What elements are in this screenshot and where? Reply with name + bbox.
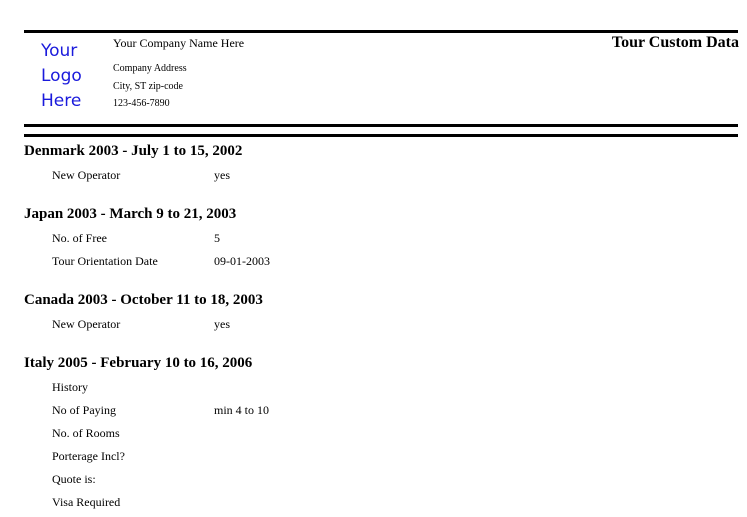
logo-line: Your [41,41,78,61]
header-top-rule [24,30,738,33]
field-value: yes [214,168,230,182]
field-label: Tour Orientation Date [52,254,158,268]
field-label: Quote is: [52,472,96,486]
field-label: New Operator [52,168,121,182]
field-label: No of Paying [52,403,116,417]
logo-line: Logo [41,66,82,86]
field-value: 09-01-2003 [214,254,270,268]
field-label: New Operator [52,317,121,331]
company-address: Company Address [113,63,187,74]
tour-heading: Italy 2005 - February 10 to 16, 2006 [24,355,253,371]
tour-heading: Japan 2003 - March 9 to 21, 2003 [24,206,237,222]
header-bottom-rule [24,124,738,127]
field-value: min 4 to 10 [214,403,270,417]
field-value: yes [214,317,230,331]
company-logo [41,39,101,114]
report-title: Tour Custom Data [611,34,739,51]
field-value: 5 [214,231,220,245]
tour-heading: Denmark 2003 - July 1 to 15, 2002 [24,143,243,159]
tour-heading: Canada 2003 - October 11 to 18, 2003 [24,292,263,308]
field-label: Porterage Incl? [52,449,125,463]
field-label: No. of Rooms [52,426,120,440]
company-city: City, ST zip-code [113,81,183,92]
company-name: Your Company Name Here [113,36,245,50]
field-label: No. of Free [52,231,107,245]
body-top-rule [24,134,738,137]
company-phone: 123-456-7890 [113,98,170,109]
field-label: Visa Required [52,495,121,509]
logo-line: Here [41,91,82,111]
field-label: History [52,380,88,394]
